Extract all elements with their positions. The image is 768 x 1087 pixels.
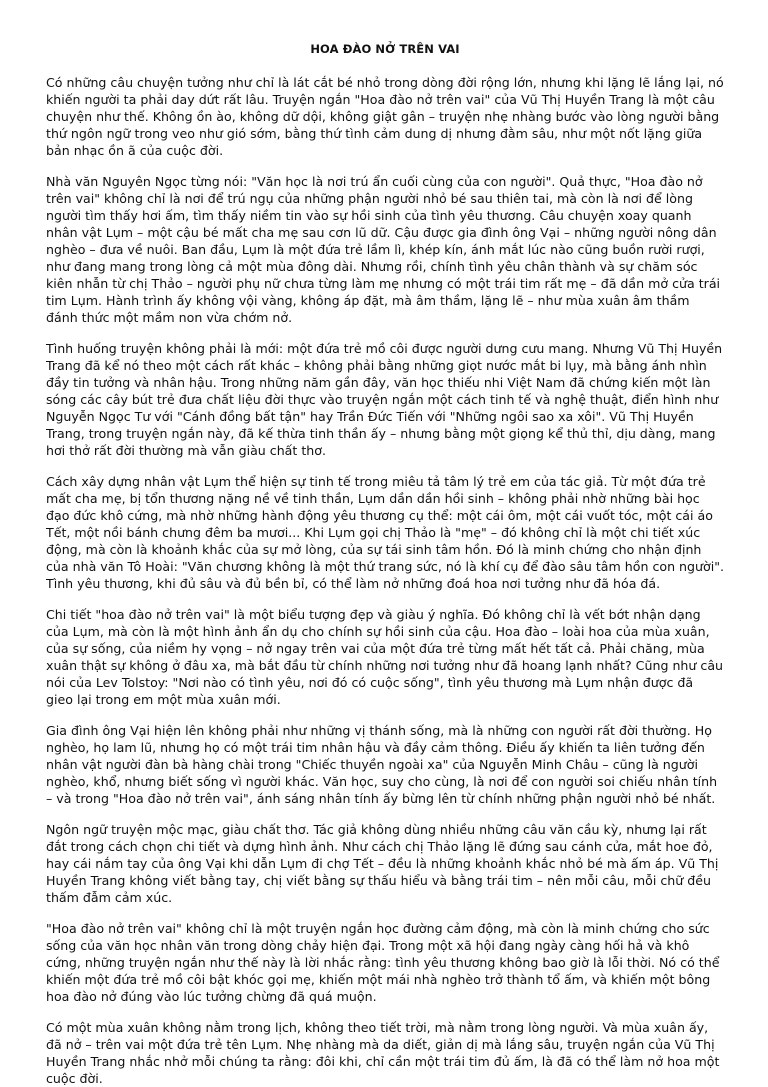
paragraph-7: Ngôn ngữ truyện mộc mạc, giàu chất thơ. Tác giả không dùng nhiều những câu văn cầu kỳ, nhưng lại rất đắt trong cách chọn chi tiết và dựng hình ảnh. Như cách chị Thảo lặng lẽ đứng sau cánh cửa, mắt hoe đỏ, hay cái nắm tay của ông Vại khi dẫn Lụm đi chợ Tết – đều là những khoảnh khắc nhỏ bé mà ấm áp. Vũ Thị Huyền Trang không viết bằng tay, chị viết bằng sự thấu hiểu và bằng trái tim – nên mỗi câu, mỗi chữ đều thấm đẫm cảm xúc. xyxy=(46,822,719,905)
paragraph-9: Có một mùa xuân không nằm trong lịch, không theo tiết trời, mà nằm trong lòng người. Và mùa xuân ấy, đã nở – trên vai một đứa trẻ tên Lụm. Nhẹ nhàng mà da diết, giản dị mà lắng sâu, truyện ngắn của Vũ Thị Huyền Trang nhắc nhở mỗi chúng ta rằng: đôi khi, chỉ cần một trái tim đủ ấm, là đã có thể làm nở hoa một cuộc đời. xyxy=(46,1020,720,1086)
document-title: HOA ĐÀO NỞ TRÊN VAI xyxy=(310,42,460,56)
paragraph-5: Chi tiết "hoa đào nở trên vai" là một biểu tượng đẹp và giàu ý nghĩa. Đó không chỉ là vết bớt nhận dạng của Lụm, mà còn là một hình ảnh ẩn dụ cho chính sự hồi sinh của cậu. Hoa đào – loài hoa của mùa xuân, của sự sống, của niềm hy vọng – nở ngay trên vai của một đứa trẻ từng mất hết tất cả. Phải chăng, mùa xuân thật sự không ở đâu xa, mà bắt đầu từ chính những nơi tưởng như đã hoang lạnh nhất? Cũng như câu nói của Lev Tolstoy: "Nơi nào có tình yêu, nơi đó có cuộc sống", tình yêu thương mà Lụm nhận được đã gieo lại trong em một mùa xuân mới. xyxy=(46,607,724,707)
paragraph-3: Tình huống truyện không phải là mới: một đứa trẻ mồ côi được người dưng cưu mang. Nhưng Vũ Thị Huyền Trang đã kể nó theo một cách rất khác – không phải bằng những giọt nước mắt bi lụy, mà bằng ánh nhìn đầy tin tưởng và nhân hậu. Trong những năm gần đây, văn học thiếu nhi Việt Nam đã chứng kiến một làn sóng các cây bút trẻ đưa chất liệu đời thực vào truyện ngắn một cách tinh tế và nghệ thuật, điển hình như Nguyễn Ngọc Tư với "Cánh đồng bất tận" hay Trần Đức Tiến với "Những ngôi sao xa xôi". Vũ Thị Huyền Trang, trong truyện ngắn này, đã kế thừa tinh thần ấy – nhưng bằng một giọng kể thủ thỉ, dịu dàng, mang hơi thở rất đời thường mà vẫn giàu chất thơ. xyxy=(46,341,723,458)
paragraph-2: Nhà văn Nguyên Ngọc từng nói: "Văn học là nơi trú ẩn cuối cùng của con người". Quả thực, "Hoa đào nở trên vai" không chỉ là nơi để trú ngụ của những phận người nhỏ bé sau thiên tai, mà còn là nơi để lòng người tìm thấy hơi ấm, tìm thấy niềm tin vào sự hồi sinh của tình yêu thương. Câu chuyện xoay quanh nhân vật Lụm – một cậu bé mất cha mẹ sau cơn lũ dữ. Cậu được gia đình ông Vại – những người nông dân nghèo – đưa về nuôi. Ban đầu, Lụm là một đứa trẻ lầm lì, khép kín, ánh mắt lúc nào cũng buồn rười rượi, như đang mang trong lòng cả một mùa đông dài. Nhưng rồi, chính tình yêu chân thành và sự chăm sóc kiên nhẫn từ chị Thảo – người phụ nữ chưa từng làm mẹ nhưng có một trái tim rất mẹ – đã dần mở cửa trái tim Lụm. Hành trình ấy không vội vàng, không áp đặt, mà âm thầm, lặng lẽ – như mùa xuân âm thầm đánh thức một mầm non vừa chớm nở. xyxy=(46,174,721,325)
paragraph-6: Gia đình ông Vại hiện lên không phải như những vị thánh sống, mà là những con người rất đời thường. Họ nghèo, họ lam lũ, nhưng họ có một trái tim nhân hậu và đầy cảm thông. Điều ấy khiến ta liên tưởng đến nhân vật người đàn bà hàng chài trong "Chiếc thuyền ngoài xa" của Nguyễn Minh Châu – cũng là người nghèo, khổ, nhưng biết sống vì người khác. Văn học, suy cho cùng, là nơi để con người soi chiếu nhân tính – và trong "Hoa đào nở trên vai", ánh sáng nhân tính ấy bừng lên từ chính những phận người nhỏ bé nhất. xyxy=(46,723,718,806)
paragraph-8: "Hoa đào nở trên vai" không chỉ là một truyện ngắn học đường cảm động, mà còn là minh chứng cho sức sống của văn học nhân văn trong dòng chảy hiện đại. Trong một xã hội đang ngày càng hối hả và khô cứng, những truyện ngắn như thế này là lời nhắc rằng: tình yêu thương không bao giờ là lỗi thời. Nó có thể khiến một đứa trẻ mồ côi bật khóc gọi mẹ, khiến một mái nhà nghèo trở thành tổ ấm, và khiến một bông hoa đào nở đúng vào lúc tưởng chừng đã quá muộn. xyxy=(46,921,720,1004)
paragraph-4: Cách xây dựng nhân vật Lụm thể hiện sự tinh tế trong miêu tả tâm lý trẻ em của tác giả. Từ một đứa trẻ mất cha mẹ, bị tổn thương nặng nề về tinh thần, Lụm dần dần hồi sinh – không phải nhờ những bài học đạo đức khô cứng, mà nhờ những hành động yêu thương cụ thể: một cái ôm, một cái vuốt tóc, một cái áo Tết, một nồi bánh chưng đêm ba mươi... Khi Lụm gọi chị Thảo là "mẹ" – đó không chỉ là một chi tiết xúc động, mà còn là khoảnh khắc của sự mở lòng, của sự tái sinh tâm hồn. Đó là minh chứng cho nhận định của nhà văn Tô Hoài: "Văn chương không là một thứ trang sức, nó là khí cụ để đào sâu tâm hồn con người". Tình yêu thương, khi đủ sâu và đủ bền bỉ, có thể làm nở những đoá hoa nơi tưởng như đã hóa đá. xyxy=(46,474,725,591)
paragraph-1: Có những câu chuyện tưởng như chỉ là lát cắt bé nhỏ trong dòng đời rộng lớn, nhưng khi lặng lẽ lắng lại, nó khiến người ta phải day dứt rất lâu. Truyện ngắn "Hoa đào nở trên vai" của Vũ Thị Huyền Trang là một câu chuyện như thế. Không ồn ào, không dữ dội, không giật gân – truyện nhẹ nhàng bước vào lòng người bằng thứ ngôn ngữ trong veo như gió sớm, bằng thứ tình cảm dung dị nhưng đằm sâu, như một nốt lặng giữa bản nhạc ồn ã của cuộc đời. xyxy=(46,75,724,158)
